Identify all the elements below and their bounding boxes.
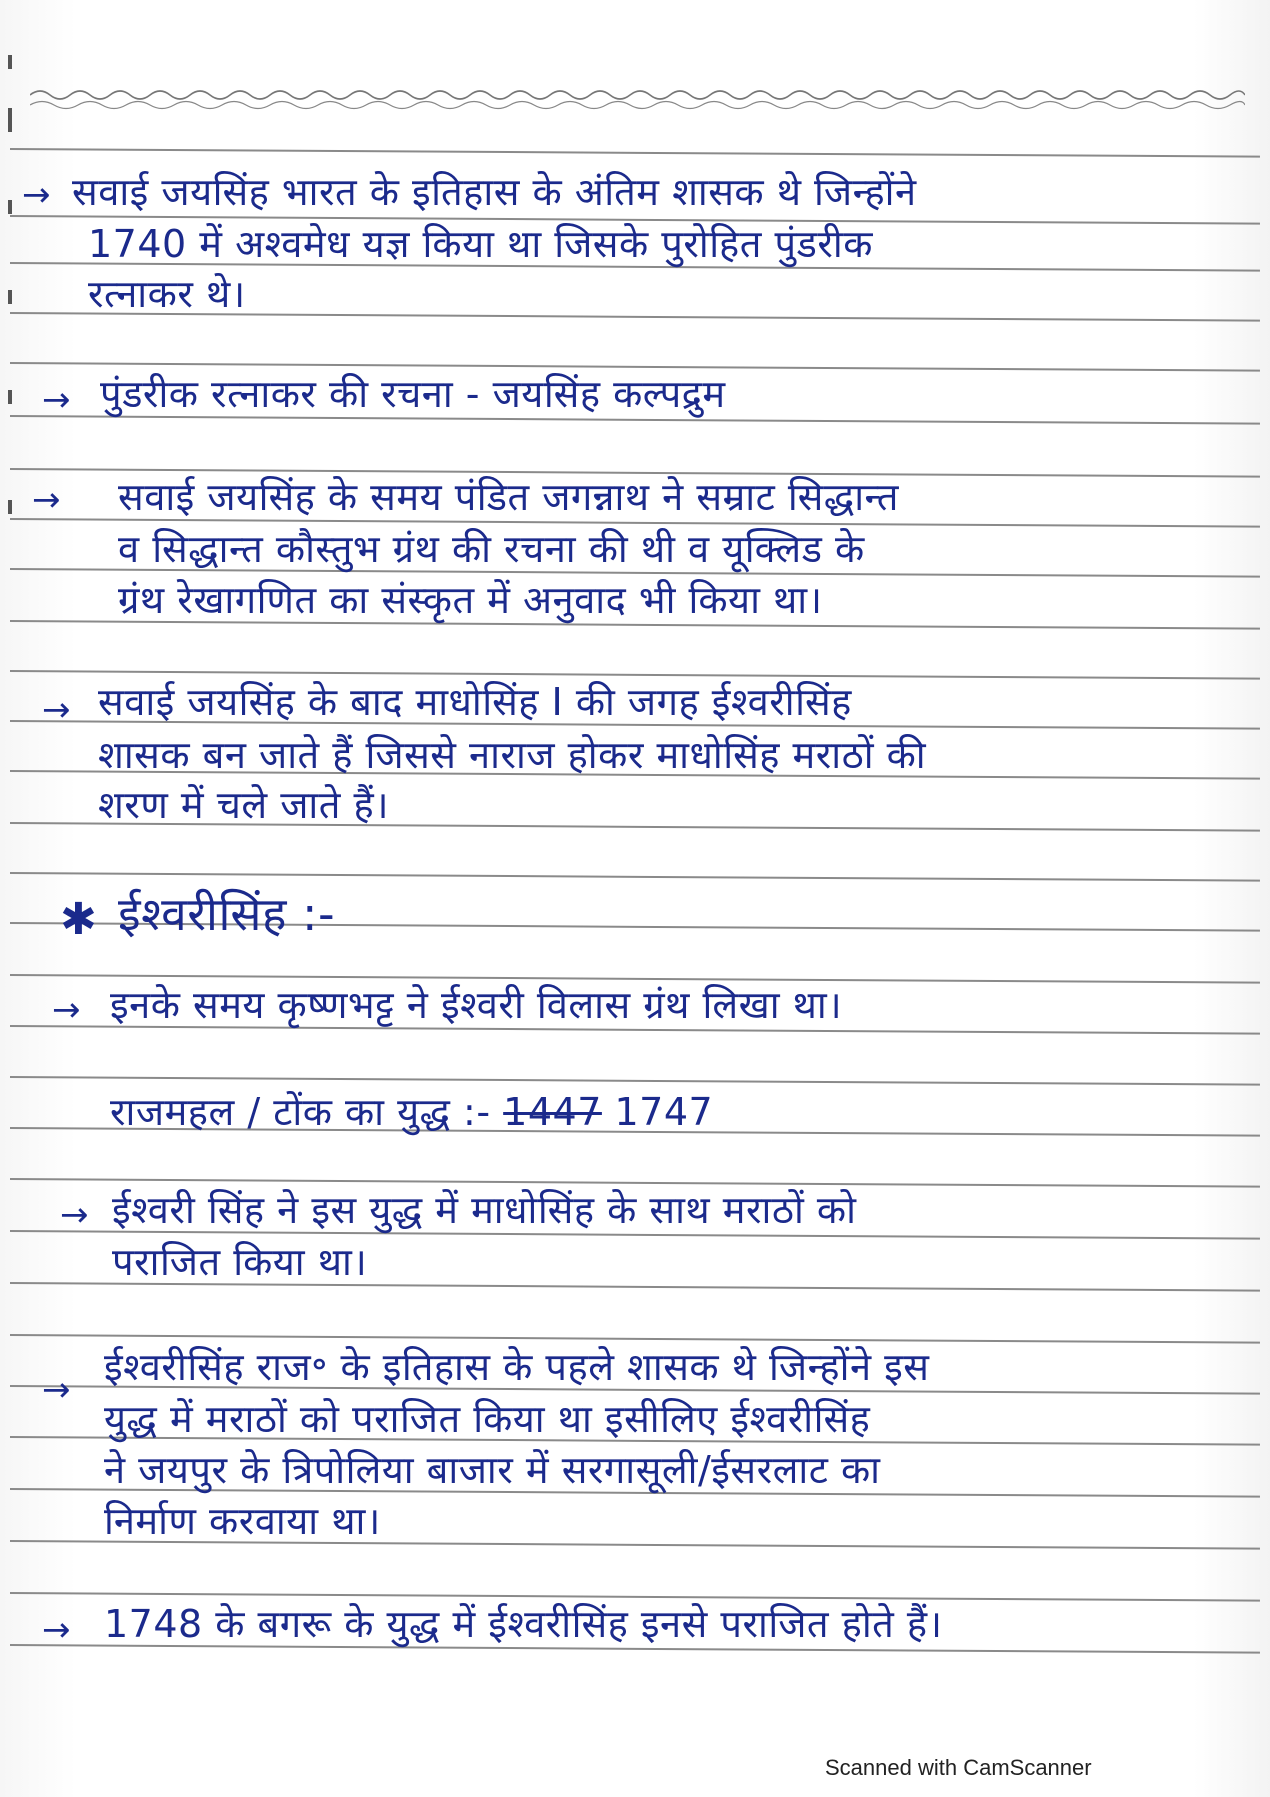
margin-mark xyxy=(8,55,12,69)
note-line: पराजित किया था। xyxy=(112,1240,368,1284)
note-line: 1748 के बगरू के युद्ध में ईश्वरीसिंह इनसे पराजित होते हैं। xyxy=(104,1602,943,1646)
scanner-watermark: Scanned with CamScanner xyxy=(825,1755,1092,1780)
star-bullet-icon: ✱ xyxy=(60,894,97,945)
note-line: रत्नाकर थे। xyxy=(88,272,246,316)
bullet-arrow-icon: → xyxy=(32,480,61,520)
bullet-arrow-icon: → xyxy=(60,1195,89,1235)
ruled-line xyxy=(10,1076,1260,1086)
ruled-line xyxy=(10,670,1260,680)
note-line: ईश्वरीसिंह राज॰ के इतिहास के पहले शासक थे जिन्होंने इस xyxy=(104,1345,930,1389)
note-line: निर्माण करवाया था। xyxy=(104,1499,381,1543)
battle-label: राजमहल / टोंक का युद्ध :- xyxy=(110,1090,491,1134)
note-line: ईश्वरी सिंह ने इस युद्ध में माधोसिंह के साथ मराठों को xyxy=(112,1188,857,1232)
top-wavy-border xyxy=(30,85,1245,115)
note-line: युद्ध में मराठों को पराजित किया था इसीलिए ईश्वरीसिंह xyxy=(104,1397,871,1441)
margin-mark xyxy=(8,200,12,214)
bullet-arrow-icon: → xyxy=(22,175,51,215)
note-line: व सिद्धान्त कौस्तुभ ग्रंथ की रचना की थी व यूक्लिड के xyxy=(118,527,865,571)
margin-mark xyxy=(8,108,12,132)
margin-mark xyxy=(8,290,12,304)
ruled-line xyxy=(10,1592,1260,1602)
bullet-arrow-icon: → xyxy=(42,380,71,420)
margin-mark xyxy=(8,500,12,514)
note-line: शरण में चले जाते हैं। xyxy=(98,783,390,827)
note-line: 1740 में अश्वमेध यज्ञ किया था जिसके पुरोहित पुंडरीक xyxy=(88,222,873,266)
note-line: पुंडरीक रत्नाकर की रचना - जयसिंह कल्पद्रुम xyxy=(100,372,726,416)
ruled-line xyxy=(10,148,1260,158)
bullet-arrow-icon: → xyxy=(52,990,81,1030)
note-line: सवाई जयसिंह के समय पंडित जगन्नाथ ने सम्राट सिद्धान्त xyxy=(118,475,899,519)
note-line: ग्रंथ रेखागणित का संस्कृत में अनुवाद भी किया था। xyxy=(118,578,823,622)
battle-line xyxy=(110,1090,713,1134)
ruled-line xyxy=(10,872,1260,882)
battle-year: 1747 xyxy=(614,1090,714,1134)
note-line: ने जयपुर के त्रिपोलिया बाजार में सरगासूली/ईसरलाट का xyxy=(104,1448,881,1492)
ruled-line xyxy=(10,1178,1260,1188)
bullet-arrow-icon: → xyxy=(42,1610,71,1650)
struck-out-year: 1447 xyxy=(503,1090,602,1134)
note-line: सवाई जयसिंह भारत के इतिहास के अंतिम शासक थे जिन्होंने xyxy=(72,170,917,214)
ruled-line xyxy=(10,362,1260,372)
ruled-line xyxy=(10,1334,1260,1344)
margin-mark xyxy=(8,390,12,404)
note-line: सवाई जयसिंह के बाद माधोसिंह I की जगह ईश्वरीसिंह xyxy=(98,680,852,724)
section-heading: ईश्वरीसिंह :- xyxy=(118,887,336,941)
bullet-arrow-icon: → xyxy=(42,1370,71,1410)
bullet-arrow-icon: → xyxy=(42,690,71,730)
note-line: इनके समय कृष्णभट्ट ने ईश्वरी विलास ग्रंथ लिखा था। xyxy=(110,983,843,1027)
ruled-line xyxy=(10,415,1260,425)
note-line: शासक बन जाते हैं जिससे नाराज होकर माधोसिंह मराठों की xyxy=(98,733,927,777)
